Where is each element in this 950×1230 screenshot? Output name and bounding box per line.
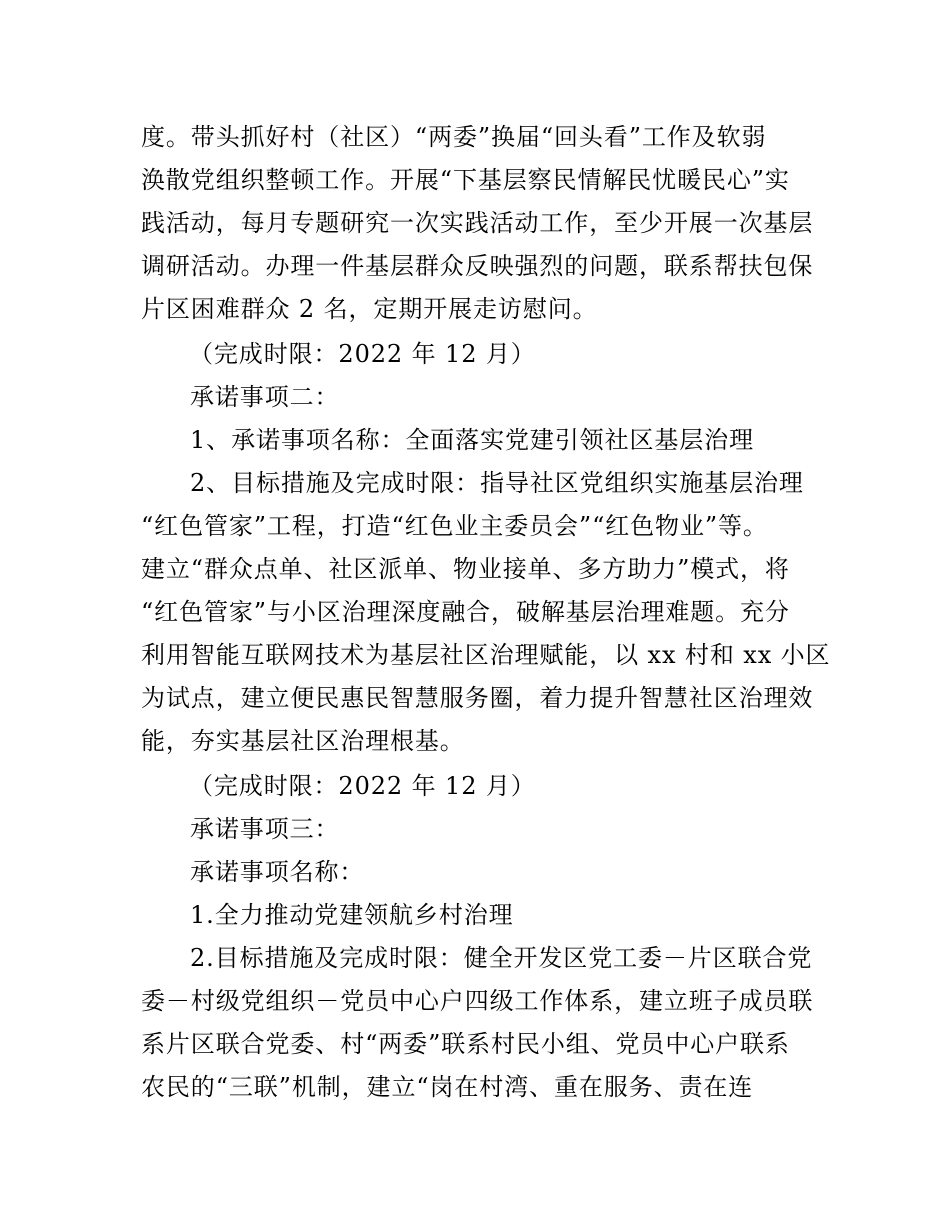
paragraph-line: 为试点，建立便民惠民智慧服务圈，着力提升智慧社区治理效 [141,684,814,712]
section-heading: 承诺事项三： [190,815,340,843]
item-measures: 2.目标措施及完成时限：健全开发区党工委－片区联合党 [190,944,813,972]
paragraph-line: 能，夯实基层社区治理根基。 [141,727,465,755]
paragraph-line: 片区困难群众 2 名，定期开展走访慰问。 [141,295,598,323]
paragraph-line: 委－村级党组织－党员中心户四级工作体系，建立班子成员联 [141,987,814,1015]
item-name: 1、承诺事项名称：全面落实党建引领社区基层治理 [190,426,754,454]
paragraph-line: 践活动，每月专题研究一次实践活动工作，至少开展一次基层 [141,209,814,237]
item-name-label: 承诺事项名称： [190,858,365,886]
paragraph-line: 系片区联合党委、村“两委”联系村民小组、党员中心户联系 [141,1030,790,1058]
paragraph-line: 调研活动。办理一件基层群众反映强烈的问题，联系帮扶包保 [141,252,814,280]
deadline-note: （完成时限：2022 年 12 月） [189,772,536,800]
paragraph-line: “红色管家”工程，打造“红色业主委员会”“红色物业”等。 [141,512,768,540]
paragraph-line: 涣散党组织整顿工作。开展“下基层察民情解民忧暖民心”实 [141,166,790,194]
paragraph-line: 利用智能互联网技术为基层社区治理赋能，以 xx 村和 xx 小区 [141,641,831,669]
section-heading: 承诺事项二： [190,383,340,411]
deadline-note: （完成时限：2022 年 12 月） [189,340,536,368]
paragraph-line: “红色管家”与小区治理深度融合，破解基层治理难题。充分 [141,598,790,626]
paragraph-line: 建立“群众点单、社区派单、物业接单、多方助力”模式，将 [141,555,790,583]
paragraph-line: 农民的“三联”机制，建立“岗在村湾、重在服务、责在连 [141,1073,754,1101]
paragraph-line: 度。带头抓好村（社区）“两委”换届“回头看”工作及软弱 [141,123,767,151]
item-name: 1.全力推动党建领航乡村治理 [190,901,514,929]
item-measures: 2、目标措施及完成时限：指导社区党组织实施基层治理 [190,469,804,497]
